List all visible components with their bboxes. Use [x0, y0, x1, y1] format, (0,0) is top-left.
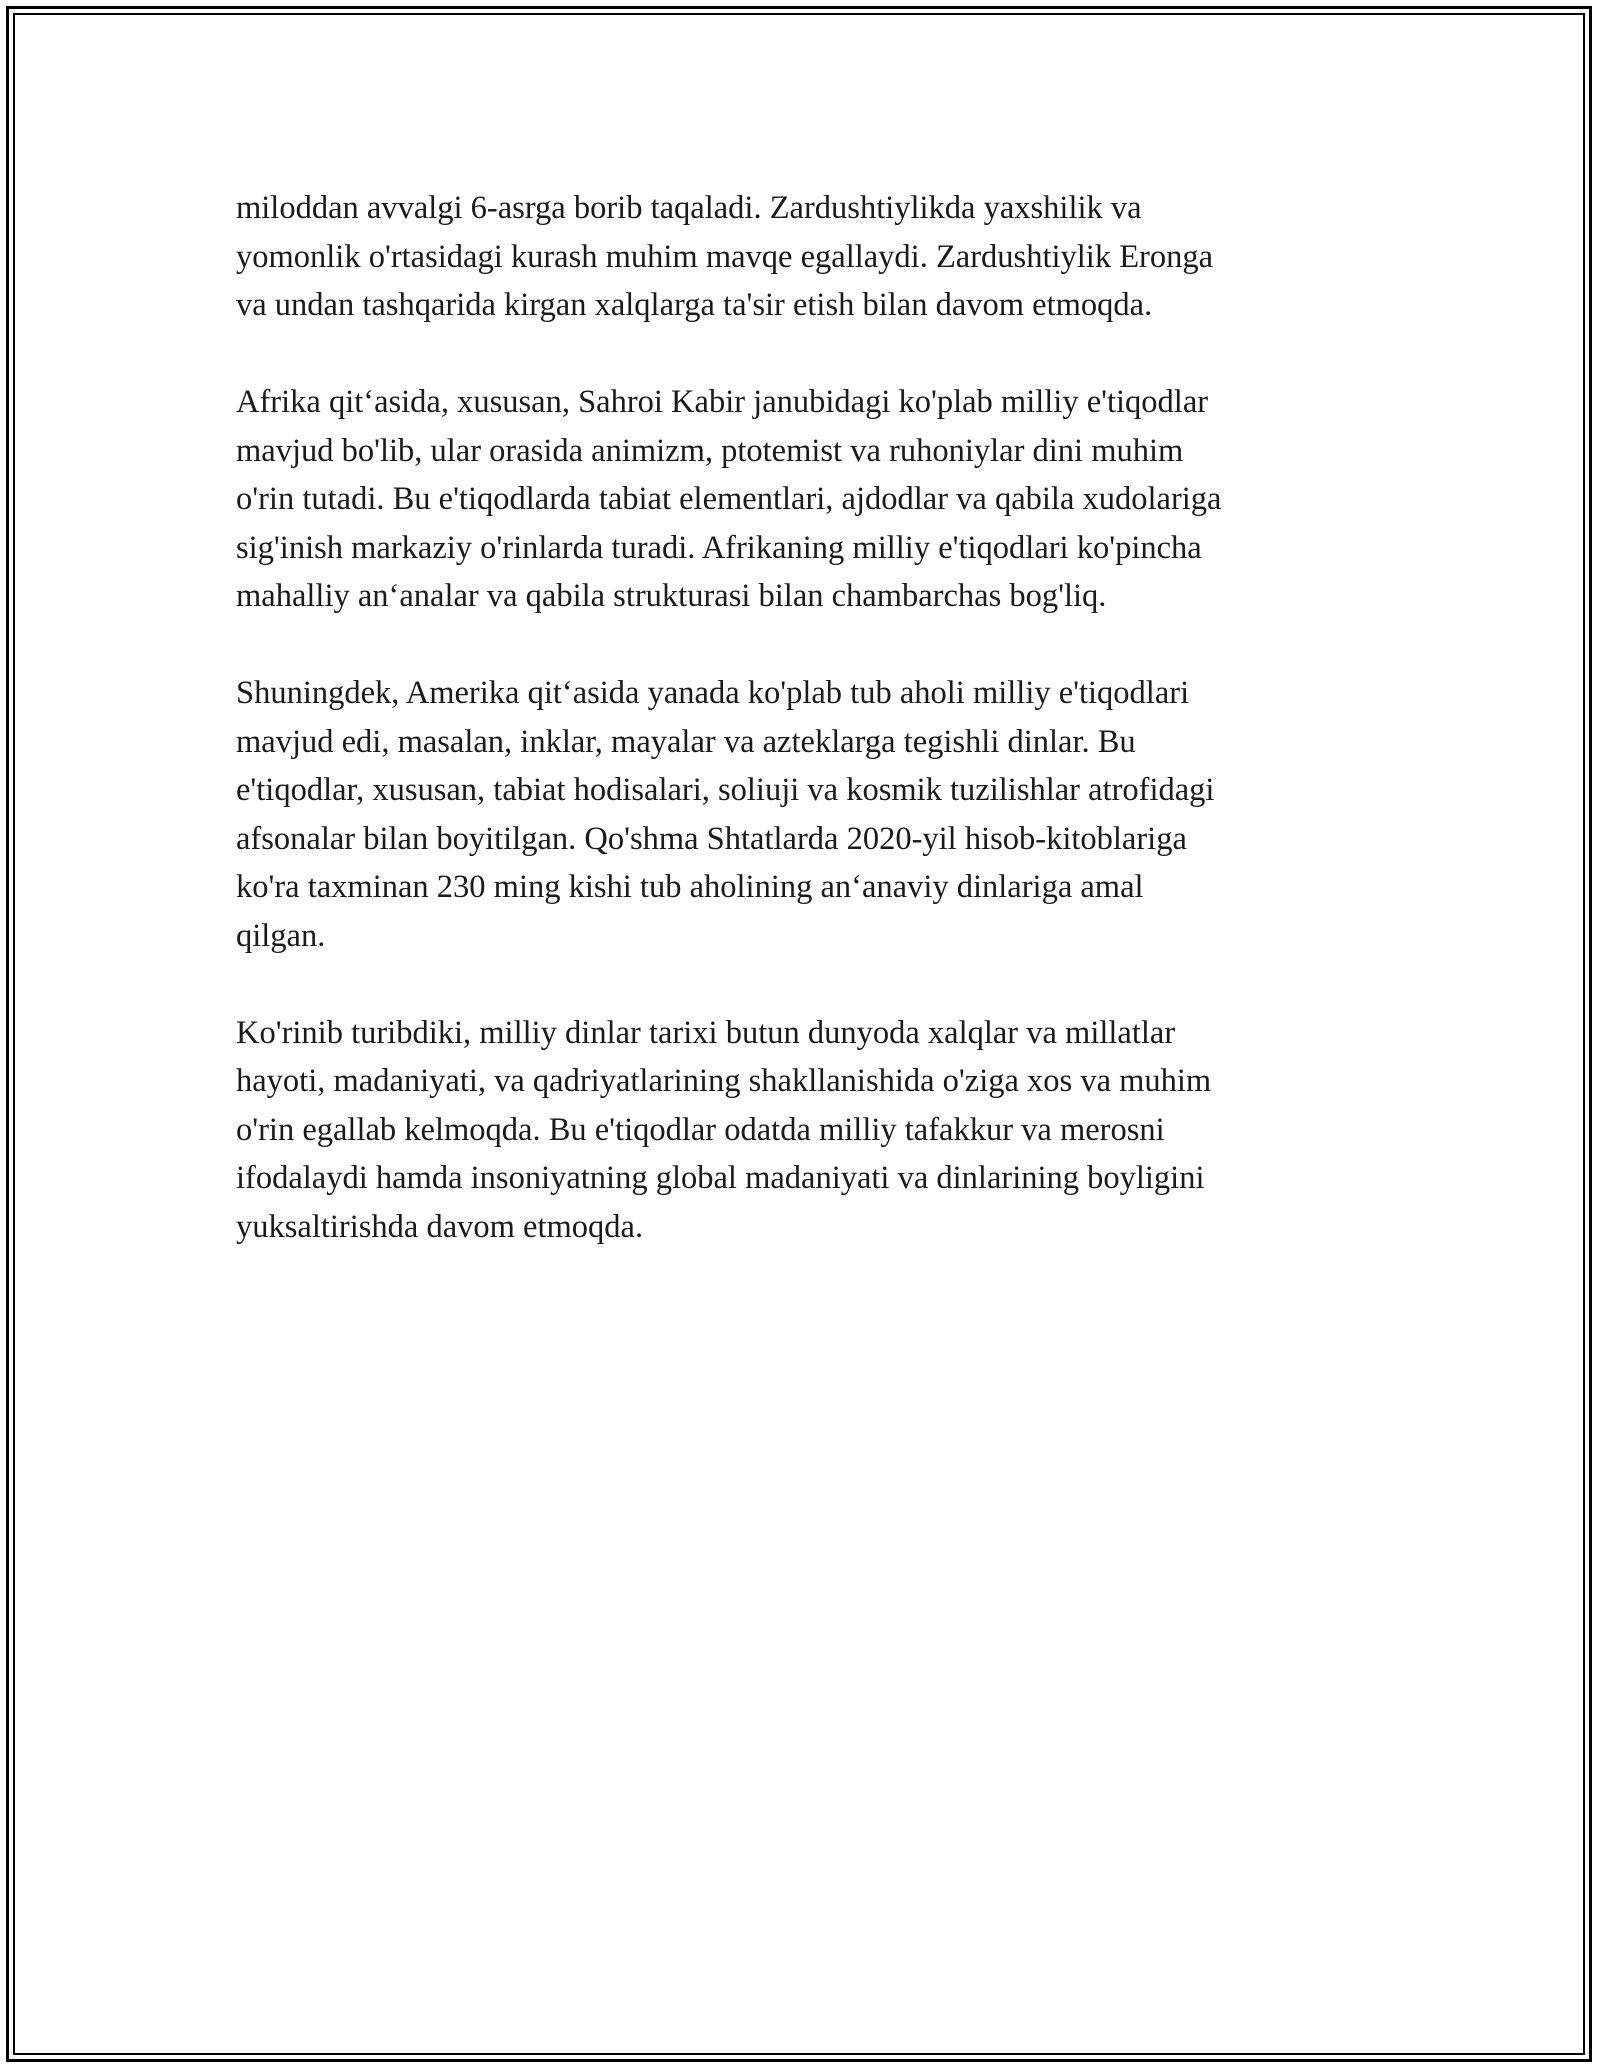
paragraph-zoroastrianism: miloddan avvalgi 6-asrga borib taqaladi. Zardushtiylikda yaxshilik va yomonlik o'rtasidagi kurash muhim mavqe egallaydi. Zardushtiylik Eronga va undan tashqarida kirgan xalqlarga ta'sir etish bilan davom etmoqda.: [236, 190, 1214, 323]
paragraph-conclusion: Ko'rinib turibdiki, milliy dinlar tarixi butun dunyoda xalqlar va millatlar hayoti, madaniyati, va qadriyatlarining shakllanishida o'ziga xos va muhim o'rin egallab kelmoqda. Bu e'tiqodlar odatda milliy tafakkur va merosni ifodalaydi hamda insoniyatning global madaniyati va dinlarining boyligini yuksaltirishda davom etmoqda.: [236, 1014, 1212, 1245]
paragraph-america: Shuningdek, Amerika qit‘asida yanada ko'plab tub aholi milliy e'tiqodlari mavjud edi, masalan, inklar, mayalar va azteklarga tegishli dinlar. Bu e'tiqodlar, xususan, tabiat hodisalari, soliuji va kosmik tuzilishlar atrofidagi afsonalar bilan boyitilgan. Qo'shma Shtatlarda 2020-yil hisob-kitoblariga ko'ra taxminan 230 ming kishi tub aholining an‘anaviy dinlariga amal qilgan.: [236, 675, 1215, 954]
document-body: [236, 184, 1366, 1251]
paragraph-africa: Afrika qit‘asida, xususan, Sahroi Kabir janubidagi ko'plab milliy e'tiqodlar mavjud bo'lib, ular orasida animizm, ptotemist va ruhoniylar dini muhim o'rin tutadi. Bu e'tiqodlarda tabiat elementlari, ajdodlar va qabila xudolariga sig'inish markaziy o'rinlarda turadi. Afrikaning milliy e'tiqodlari ko'pincha mahalliy an‘analar va qabila strukturasi bilan chambarchas bog'liq.: [236, 384, 1222, 614]
